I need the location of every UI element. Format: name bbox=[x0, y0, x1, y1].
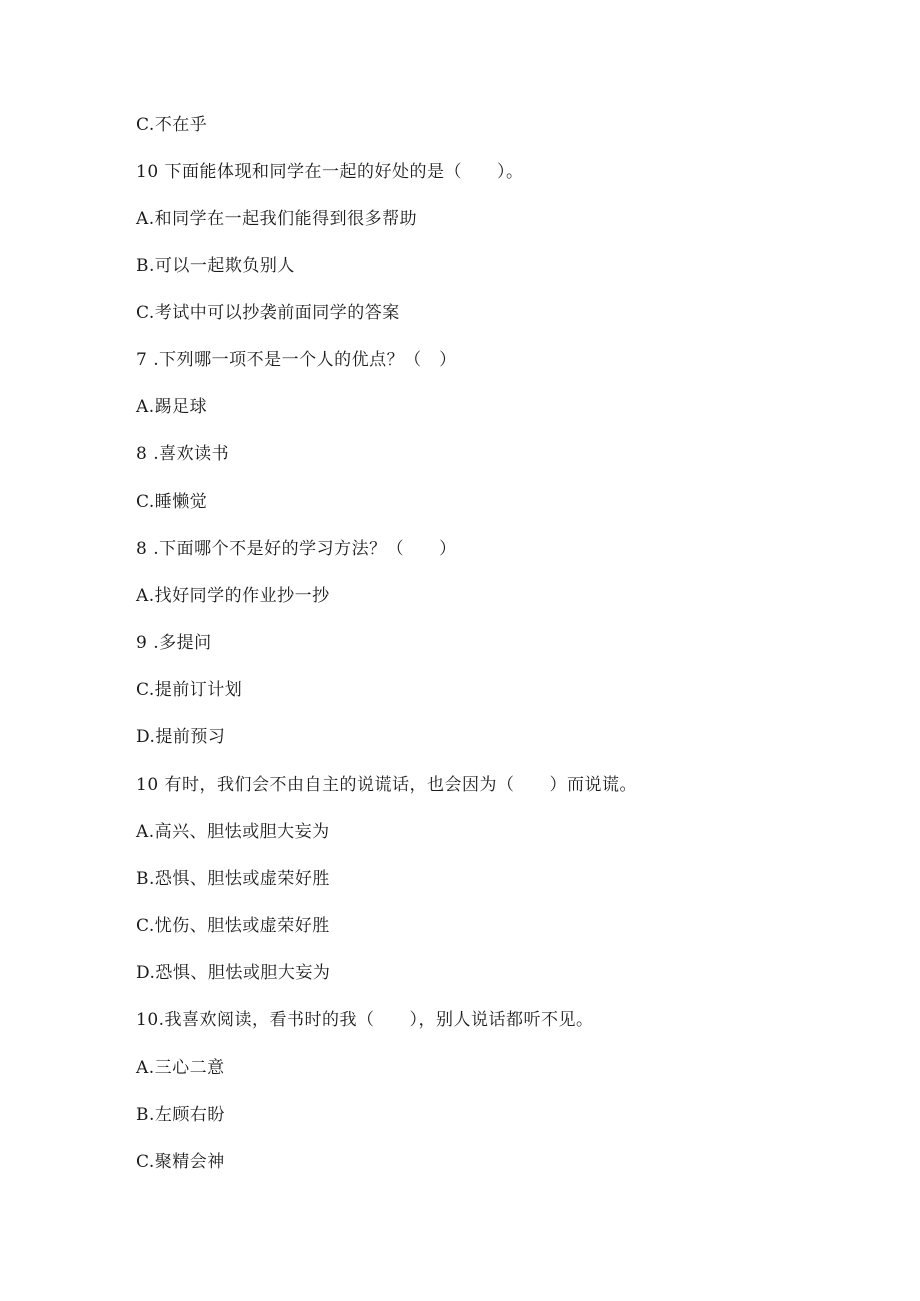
option-line: C.睡懒觉 bbox=[136, 492, 208, 512]
question-line: 10 下面能体现和同学在一起的好处的是（ ）。 bbox=[136, 162, 524, 182]
option-line: B.左顾右盼 bbox=[136, 1105, 225, 1125]
question-line: 10.我喜欢阅读，看书时的我（ ），别人说话都听不见。 bbox=[136, 1010, 594, 1030]
option-line: C.不在乎 bbox=[136, 115, 208, 135]
option-line: A.找好同学的作业抄一抄 bbox=[136, 586, 330, 606]
option-line: A.三心二意 bbox=[136, 1058, 225, 1078]
option-line: A.踢足球 bbox=[136, 397, 208, 417]
option-line: 8 .喜欢读书 bbox=[136, 444, 230, 464]
question-line: 8 .下面哪个不是好的学习方法？（ ） bbox=[136, 539, 457, 559]
option-line: 9 .多提问 bbox=[136, 633, 212, 653]
question-line: 10 有时，我们会不由自主的说谎话，也会因为（ ）而说谎。 bbox=[136, 775, 638, 795]
option-line: C.忧伤、胆怯或虚荣好胜 bbox=[136, 916, 330, 936]
option-line: C.聚精会神 bbox=[136, 1152, 225, 1172]
option-line: B.恐惧、胆怯或虚荣好胜 bbox=[136, 869, 330, 889]
option-line: C.考试中可以抄袭前面同学的答案 bbox=[136, 303, 400, 323]
question-line: 7 .下列哪一项不是一个人的优点？（ ） bbox=[136, 350, 457, 370]
option-line: D.恐惧、胆怯或胆大妄为 bbox=[136, 963, 331, 983]
option-line: A.和同学在一起我们能得到很多帮助 bbox=[136, 209, 418, 229]
option-line: D.提前预习 bbox=[136, 727, 226, 747]
option-line: C.提前订计划 bbox=[136, 680, 243, 700]
option-line: B.可以一起欺负别人 bbox=[136, 256, 295, 276]
option-line: A.高兴、胆怯或胆大妄为 bbox=[136, 822, 330, 842]
